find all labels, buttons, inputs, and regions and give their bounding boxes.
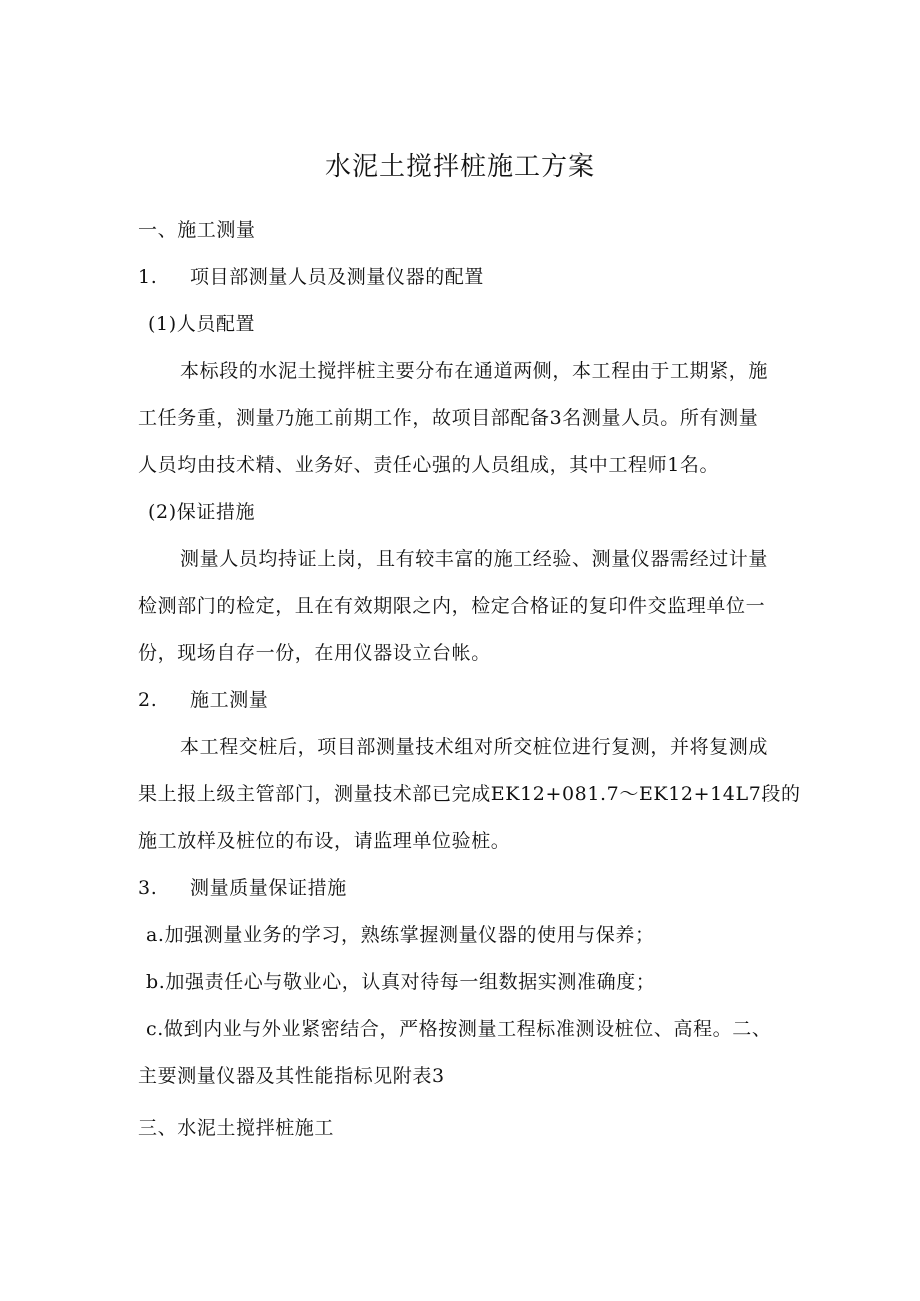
subsection-text: 项目部测量人员及测量仪器的配置	[190, 266, 485, 288]
document-title: 水泥土搅拌桩施工方案	[324, 152, 595, 182]
paragraph-line: 测量人员均持证上岗，且有较丰富的施工经验、测量仪器需经过计量	[180, 548, 769, 570]
paragraph-line: 本工程交桩后，项目部测量技术组对所交桩位进行复测，并将复测成	[180, 736, 769, 758]
subsection-number: 2.	[138, 689, 158, 711]
list-item: a.加强测量业务的学习，熟练掌握测量仪器的使用与保养；	[146, 924, 655, 946]
paragraph-line: 果上报上级主管部门，测量技术部已完成EK12+081.7～EK12+14L7段的	[138, 783, 801, 805]
section-heading-3: 三、水泥土搅拌桩施工	[138, 1117, 335, 1139]
paragraph-line: 工任务重，测量乃施工前期工作，故项目部配备3名测量人员。所有测量	[138, 407, 759, 429]
section-heading-1: 一、施工测量	[138, 219, 256, 241]
subsection-heading-1-3	[138, 875, 347, 901]
subsection-number: 1.	[138, 266, 158, 288]
list-item: 主要测量仪器及其性能指标见附表3	[138, 1065, 445, 1087]
paragraph-line: 人员均由技术精、业务好、责任心强的人员组成，其中工程师1名。	[138, 454, 720, 476]
subsection-heading-1-1	[138, 264, 484, 290]
subsection-heading-1-2	[138, 687, 268, 713]
subsection-text: 测量质量保证措施	[190, 877, 347, 899]
paragraph-line: 检测部门的检定，且在有效期限之内，检定合格证的复印件交监理单位一	[138, 595, 766, 617]
paragraph-line: 施工放样及桩位的布设，请监理单位验桩。	[138, 830, 511, 852]
list-item: c.做到内业与外业紧密结合，严格按测量工程标准测设桩位、高程。二、	[146, 1018, 772, 1040]
paragraph-line: 份，现场自存一份，在用仪器设立台帐。	[138, 642, 491, 664]
subsection-text: 施工测量	[190, 689, 269, 711]
paragraph-line: 本标段的水泥土搅拌桩主要分布在通道两侧，本工程由于工期紧，施	[180, 360, 769, 382]
item-heading-measures: (2)保证措施	[148, 501, 256, 523]
list-item: b.加强责任心与敬业心，认真对待每一组数据实测准确度；	[146, 971, 656, 993]
item-heading-personnel: (1)人员配置	[148, 313, 256, 335]
subsection-number: 3.	[138, 877, 158, 899]
